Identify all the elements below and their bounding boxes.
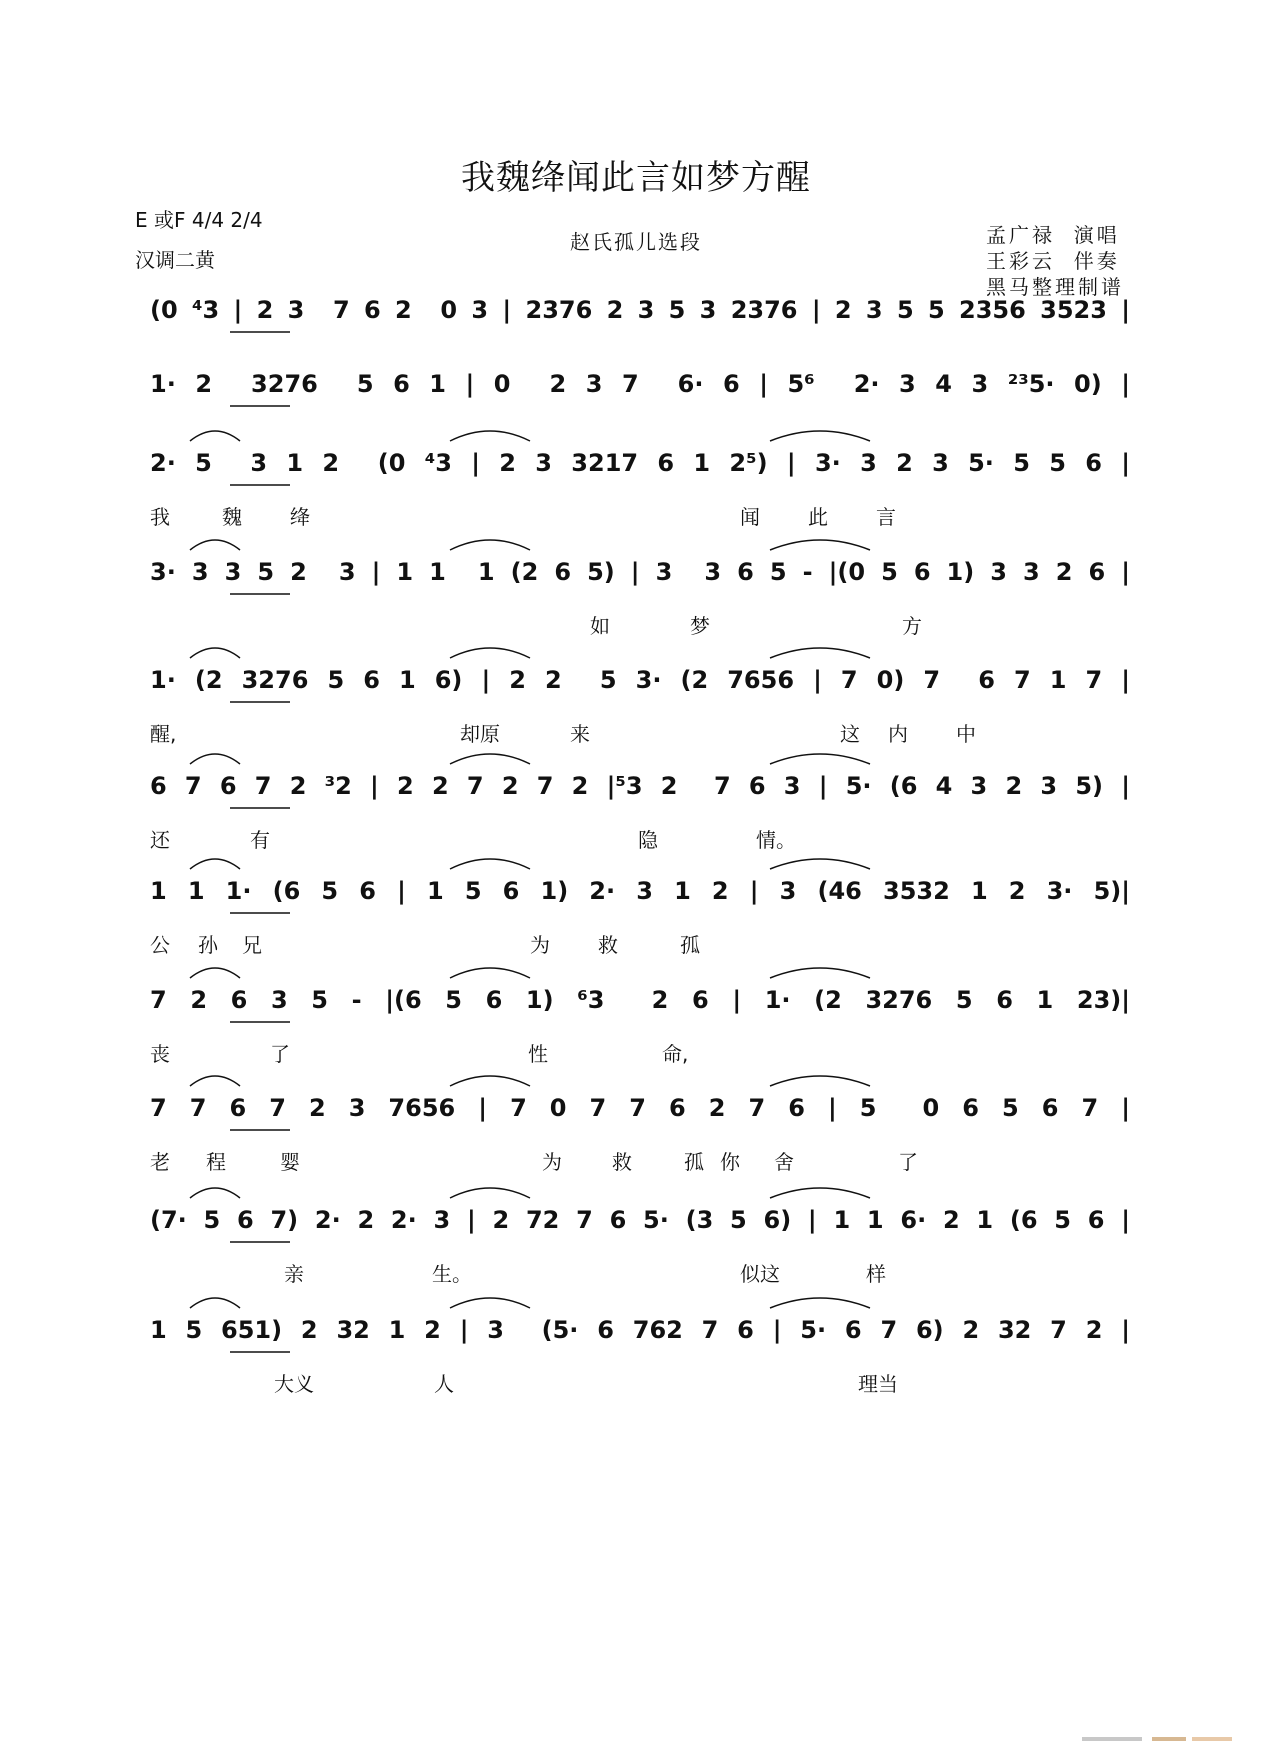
subtitle: 赵氏孤儿选段 [570,230,702,254]
slur-marks [150,270,1130,350]
slur [190,968,240,978]
lyrics-line [150,610,1130,640]
slur [770,431,870,441]
slur [770,1076,870,1086]
lyric-syllable: 了 [898,1150,918,1174]
lyric-syllable: 舍 [774,1150,794,1174]
slur [190,1188,240,1198]
lyric-syllable: 闻 [740,505,760,529]
lyric-syllable: 了 [270,1042,290,1066]
slur-marks [150,532,1130,612]
slur-marks [150,851,1130,931]
slur [190,1076,240,1086]
slur-marks [150,746,1130,826]
lyric-syllable: 理当 [858,1372,898,1396]
notation-line: 1· (2 3276 5 6 1 6) | 2 2 5 3· (2 7656 | 7 0) 7 6 7 1 7 | [150,666,1130,694]
slur [450,540,530,550]
lyrics-line [150,718,1130,748]
tune-type: 汉调二黄 [135,248,215,272]
slur [770,754,870,764]
slur [190,540,240,550]
lyric-syllable: 为 [530,933,550,957]
slur-marks [150,1068,1130,1148]
slur [450,968,530,978]
lyric-syllable: 孙 [198,933,218,957]
lyric-syllable: 亲 [284,1262,304,1286]
score-title: 我魏绛闻此言如梦方醒 [461,158,811,198]
lyric-syllable: 性 [528,1042,548,1066]
lyric-syllable: 似这 [740,1262,780,1286]
slur [450,648,530,658]
lyric-syllable: 你 [720,1150,740,1174]
lyric-syllable: 婴 [280,1150,300,1174]
slur [450,754,530,764]
slur [190,754,240,764]
lyric-syllable: 兄 [242,933,262,957]
notation-line: 1 5 651) 2 32 1 2 | 3 (5· 6 762 7 6 | 5· 6 7 6) 2 32 7 2 | [150,1316,1130,1344]
lyric-syllable: 绛 [290,505,310,529]
lyric-syllable: 救 [612,1150,632,1174]
lyric-syllable: 言 [876,505,896,529]
credit-singer: 孟广禄 演唱 [986,223,1120,247]
slur [190,1298,240,1308]
slur [450,1188,530,1198]
lyric-syllable: 这 [840,722,860,746]
notation-line: (7· 5 6 7) 2· 2 2· 3 | 2 72 7 6 5· (3 5 6) | 1 1 6· 2 1 (6 5 6 | [150,1206,1130,1234]
lyric-syllable: 我 [150,505,170,529]
lyric-syllable: 生。 [432,1262,472,1286]
slur-marks [150,423,1130,503]
slur-marks [150,344,1130,424]
slur [190,859,240,869]
lyric-syllable: 情。 [756,828,796,852]
credit-transcriber: 黑马整理制谱 [986,275,1124,299]
notation-line: 2· 5 3 1 2 (0 ⁴3 | 2 3 3217 6 1 2⁵) | 3· 3 2 3 5· 5 5 6 | [150,449,1130,477]
slur-marks [150,960,1130,1040]
notation-line: (0 ⁴3 | 2 3 7 6 2 0 3 | 2376 2 3 5 3 2376 | 2 3 5 5 2356 3523 | [150,296,1130,324]
slur [190,648,240,658]
lyric-syllable: 梦 [690,614,710,638]
lyric-syllable: 公 [150,933,170,957]
lyric-syllable: 为 [542,1150,562,1174]
lyrics-line [150,1368,1130,1398]
lyric-syllable: 还 [150,828,170,852]
lyric-syllable: 却原 [460,722,500,746]
lyric-syllable: 丧 [150,1042,170,1066]
lyrics-line [150,1258,1130,1288]
lyric-syllable: 程 [206,1150,226,1174]
lyric-syllable: 大义 [274,1372,314,1396]
slur [190,431,240,441]
slur-marks [150,1180,1130,1260]
slur [770,859,870,869]
lyrics-line [150,1038,1130,1068]
notation-line: 7 2 6 3 5 - |(6 5 6 1) ⁶3 2 6 | 1· (2 3276 5 6 1 23)| [150,986,1130,1014]
credit-accompaniment: 王彩云 伴奏 [986,249,1120,273]
lyric-syllable: 来 [570,722,590,746]
slur [770,1298,870,1308]
lyric-syllable: 方 [902,614,922,638]
footer-watermark [1082,1734,1232,1744]
notation-line: 6 7 6 7 2 ³2 | 2 2 7 2 7 2 |⁵3 2 7 6 3 | 5· (6 4 3 2 3 5) | [150,772,1130,800]
key-meter: E 或F 4/4 2/4 [135,208,263,232]
lyrics-line [150,824,1130,854]
lyric-syllable: 孤 [684,1150,704,1174]
lyric-syllable: 样 [866,1262,886,1286]
lyrics-line [150,501,1130,531]
lyric-syllable: 命, [662,1042,689,1066]
slur [770,540,870,550]
slur-marks [150,1290,1130,1370]
lyric-syllable: 救 [598,933,618,957]
slur [770,1188,870,1198]
notation-line: 7 7 6 7 2 3 7656 | 7 0 7 7 6 2 7 6 | 5 0 6 5 6 7 | [150,1094,1130,1122]
slur [450,859,530,869]
notation-line: 3· 3 3 5 2 3 | 1 1 1 (2 6 5) | 3 3 6 5 - |(0 5 6 1) 3 3 2 6 | [150,558,1130,586]
slur-marks [150,640,1130,720]
slur [450,1298,530,1308]
slur [770,648,870,658]
lyrics-line [150,929,1130,959]
notation-line: 1· 2 3276 5 6 1 | 0 2 3 7 6· 6 | 5⁶ 2· 3 4 3 ²³5· 0) | [150,370,1130,398]
lyric-syllable: 魏 [222,505,242,529]
lyric-syllable: 如 [590,614,610,638]
lyric-syllable: 中 [956,722,976,746]
lyric-syllable: 有 [250,828,270,852]
lyric-syllable: 此 [808,505,828,529]
lyric-syllable: 孤 [680,933,700,957]
lyric-syllable: 老 [150,1150,170,1174]
slur [450,1076,530,1086]
lyric-syllable: 人 [434,1372,454,1396]
lyric-syllable: 内 [888,722,908,746]
notation-line: 1 1 1· (6 5 6 | 1 5 6 1) 2· 3 1 2 | 3 (46 3532 1 2 3· 5)| [150,877,1130,905]
slur [770,968,870,978]
slur [450,431,530,441]
lyrics-line [150,1146,1130,1176]
lyric-syllable: 隐 [638,828,658,852]
lyric-syllable: 醒, [150,722,177,746]
